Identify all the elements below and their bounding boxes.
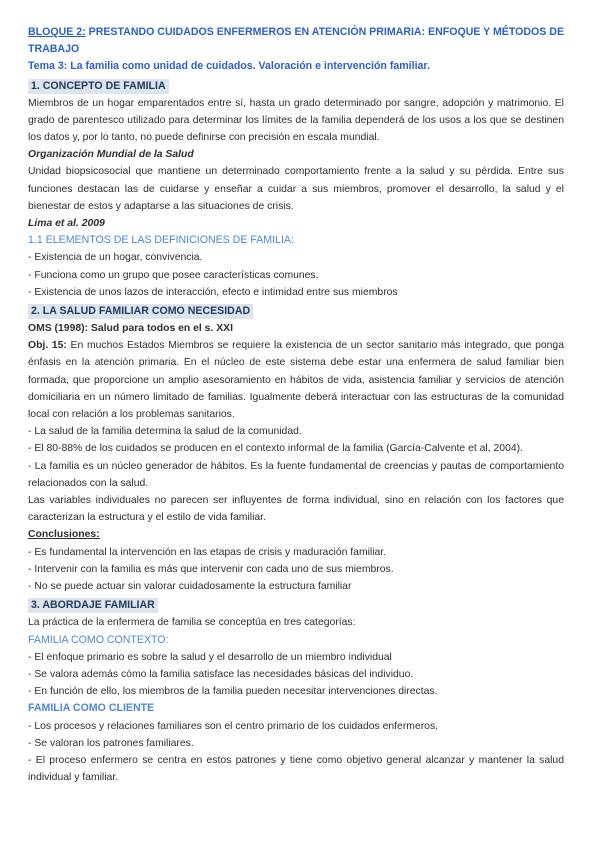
list-item: - El 80-88% de los cuidados se producen en el contexto informal de la familia (García-Calvente et al, 2004). (28, 443, 523, 455)
list-item: - En función de ello, los miembros de la familia pueden necesitar intervenciones directas. (28, 686, 438, 698)
definition-author-1: Organización Mundial de la Salud (28, 149, 194, 161)
list-item: - Es fundamental la intervención en las etapas de crisis y maduración familiar. (28, 546, 387, 558)
list-item: - La familia es un núcleo generador de hábitos. Es la fuente fundamental de creencias y pautas de comportamiento relacionados con la salud. (28, 460, 564, 489)
list-item: - Existencia de unos lazos de interacción, efecto e intimidad entre sus miembros (28, 286, 398, 298)
family-context-heading: FAMILIA COMO CONTEXTO: (28, 633, 169, 646)
variables-paragraph: Las variables individuales no parecen ser influyentes de forma individual, sino en relación con los factores que caracterizan la estructura y el estilo de vida familiar. (28, 495, 564, 524)
list-item: - Funciona como un grupo que posee características comunes. (28, 269, 319, 281)
section-2-heading: 2. LA SALUD FAMILIAR COMO NECESIDAD (28, 304, 253, 319)
list-item: - Se valoran los patrones familiares. (28, 737, 194, 749)
list-item: - El proceso enfermero se centra en estos patrones y tiene como objetivo general alcanzar y mantener la salud individual y familiar. (28, 754, 564, 784)
family-client-heading: FAMILIA COMO CLIENTE (28, 702, 155, 715)
section-1-heading: 1. CONCEPTO DE FAMILIA (28, 79, 169, 94)
definition-author-2: Lima et al. 2009 (28, 218, 105, 230)
conclusions-label: Conclusiones: (28, 529, 100, 541)
block-title (28, 24, 564, 58)
objective-text: En muchos Estados Miembros se requiere la existencia de un sector sanitario más integrado, que ponga énfasis en la atención primaria. En el núcleo de este sistema debe estar una enfermera de salud familiar bien formada, que proporcione un amplio asesoramiento en hábitos de vida, asistencia familiar y servicios de atención domiciliaria en un número limitado de familias. Igualmente deberá interactuar con las estructuras de la comunidad local con relación a los problemas sanitarios. (28, 340, 564, 421)
definition-paragraph-1: Miembros de un hogar emparentados entre sí, hasta un grado determinado por sangre, adopción y matrimonio. El grado de parentesco utilizado para determinar los límites de la familia dependerá de los usos a los que se destinen los datos y, por lo tanto, no puede definirse con precisión en escala mundial. (28, 97, 564, 144)
section-3-heading: 3. ABORDAJE FAMILIAR (28, 598, 158, 613)
definition-paragraph-2: Unidad biopsicosocial que mantiene un determinado comportamiento frente a la salud y su pérdida. Entre sus funciones destacan las de cuidarse y enseñar a cuidar a sus miembros, promover el desarrollo, la salud y el bienestar de estos y adaptarse a las situaciones de crisis. (28, 166, 564, 212)
approach-intro: La práctica de la enfermera de familia se conceptúa en tres categorías: (28, 617, 356, 629)
objective-label: Obj. 15: (28, 340, 67, 352)
oms-reference: OMS (1998): Salud para todos en el s. XXI (28, 323, 233, 335)
list-item: - Existencia de un hogar, convivencia. (28, 252, 203, 264)
list-item: - El enfoque primario es sobre la salud y el desarrollo de un miembro individual (28, 651, 392, 663)
topic-title: Tema 3: La familia como unidad de cuidados. Valoración e intervención familiar. (28, 60, 430, 73)
list-item: - Intervenir con la familia es más que intervenir con cada uno de sus miembros. (28, 563, 394, 575)
block-title-rest: PRESTANDO CUIDADOS ENFERMEROS EN ATENCIÓN PRIMARIA: ENFOQUE Y MÉTODOS DE TRABAJO (28, 26, 565, 56)
list-item: - Los procesos y relaciones familiares son el centro primario de los cuidados enfermeros. (28, 720, 439, 732)
document-page (28, 24, 564, 786)
list-item: - La salud de la familia determina la salud de la comunidad. (28, 426, 302, 438)
subsection-1-1-heading: 1.1 ELEMENTOS DE LAS DEFINICIONES DE FAMILIA: (28, 234, 294, 247)
list-item: - No se puede actuar sin valorar cuidadosamente la estructura familiar (28, 581, 352, 593)
objective-paragraph (28, 337, 564, 423)
list-item: - Se valora además cómo la familia satisface las necesidades básicas del individuo. (28, 668, 414, 680)
block-title-prefix: BLOQUE 2: (28, 26, 86, 38)
